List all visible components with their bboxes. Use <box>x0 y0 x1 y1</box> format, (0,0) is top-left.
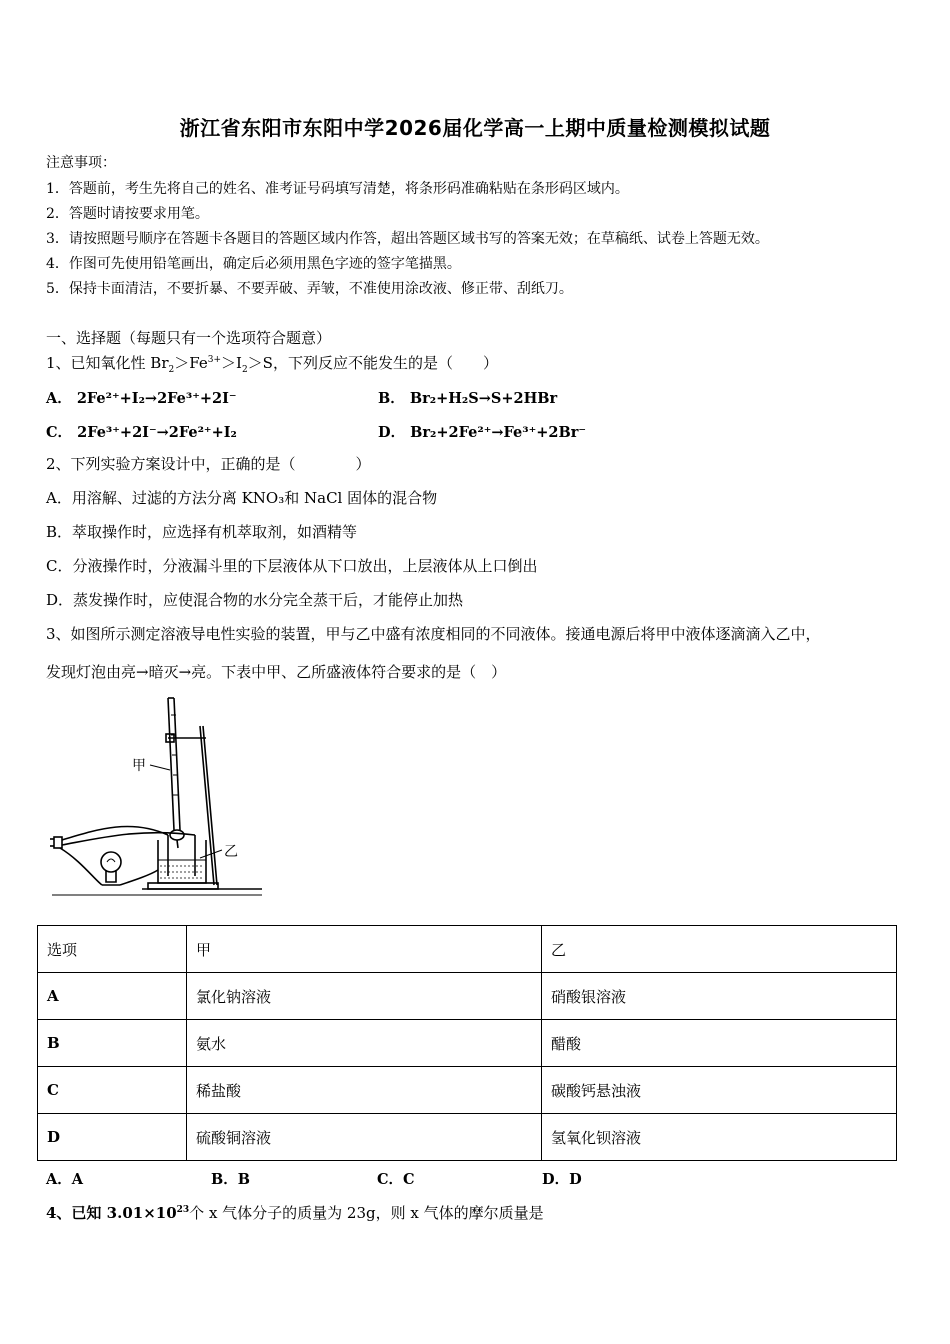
question-4-stem: 4、已知 $3.01\times 10^{23}$个 x 气体分子的质量为 23g，则 x 气体的摩尔质量是 <box>46 1204 544 1222</box>
table-cell: 氨水 <box>187 1020 542 1067</box>
table-header-cell: 选项 <box>38 926 187 973</box>
note-item: 1．答题前，考生先将自己的姓名、准考证号码填写清楚，将条形码准确粘贴在条形码区域内。 <box>46 181 629 197</box>
table-cell: 稀盐酸 <box>187 1067 542 1114</box>
table-cell: 氯化钠溶液 <box>187 973 542 1020</box>
q1-option-a: A． 2Fe²⁺+I₂→2Fe³⁺+2I⁻ <box>46 390 237 407</box>
note-item: 3．请按照题号顺序在答题卡各题目的答题区域内作答，超出答题区域书写的答案无效；在草稿纸、试卷上答题无效。 <box>46 231 769 247</box>
figure-label-jia: 甲 <box>132 758 146 774</box>
q2-option-c: C．分液操作时，分液漏斗里的下层液体从下口放出，上层液体从上口倒出 <box>46 557 538 575</box>
options-table <box>37 925 897 1161</box>
q1-option-d: D． Br₂+2Fe²⁺→Fe³⁺+2Br⁻ <box>378 424 587 441</box>
q1-option-b: B． Br₂+H₂S→S+2HBr <box>378 390 558 407</box>
note-item: 4．作图可先使用铅笔画出，确定后必须用黑色字迹的签字笔描黑。 <box>46 256 461 272</box>
question-1-stem: 1、已知氧化性 $Br_2>Fe^{3+}>I_2>S$，下列反应不能发生的是（ ） <box>46 354 498 375</box>
q3-answer-d: D．D <box>542 1171 582 1188</box>
table-cell: 硝酸银溶液 <box>542 973 897 1020</box>
table-cell: 碳酸钙悬浊液 <box>542 1067 897 1114</box>
conductivity-apparatus-drawing <box>50 690 270 905</box>
table-cell: A <box>38 973 187 1020</box>
table-row <box>38 973 897 1020</box>
table-header-cell: 甲 <box>187 926 542 973</box>
q3-answer-c: C．C <box>377 1171 415 1188</box>
table-header-row <box>38 926 897 973</box>
question-3-stem-line2: 发现灯泡由亮→暗灭→亮。下表中甲、乙所盛液体符合要求的是（ ） <box>46 663 507 681</box>
table-row <box>38 1067 897 1114</box>
page-title: 浙江省东阳市东阳中学2026届化学高一上期中质量检测模拟试题 <box>179 116 771 140</box>
q2-option-b: B．萃取操作时，应选择有机萃取剂，如酒精等 <box>46 523 358 541</box>
question-2-stem: 2、下列实验方案设计中，正确的是（ ） <box>46 455 371 473</box>
q3-answer-b: B．B <box>211 1171 251 1188</box>
table-cell: C <box>38 1067 187 1114</box>
q1-option-c: C． 2Fe³⁺+2I⁻→2Fe²⁺+I₂ <box>46 424 237 441</box>
table-cell: 氢氧化钡溶液 <box>542 1114 897 1161</box>
table-cell: 硫酸铜溶液 <box>187 1114 542 1161</box>
table-cell: B <box>38 1020 187 1067</box>
notes-heading: 注意事项： <box>46 155 116 171</box>
q3-answer-a: A．A <box>46 1171 84 1188</box>
note-item: 5．保持卡面清洁，不要折暴、不要弄破、弄皱，不准使用涂改液、修正带、刮纸刀。 <box>46 281 573 297</box>
table-header-cell: 乙 <box>542 926 897 973</box>
table-cell: 醋酸 <box>542 1020 897 1067</box>
q2-option-a: A．用溶解、过滤的方法分离 KNO₃和 NaCl 固体的混合物 <box>46 489 438 507</box>
note-item: 2．答题时请按要求用笔。 <box>46 206 209 222</box>
section-heading: 一、选择题（每题只有一个选项符合题意） <box>46 329 332 347</box>
q2-option-d: D．蒸发操作时，应使混合物的水分完全蒸干后，才能停止加热 <box>46 591 464 609</box>
table-cell: D <box>38 1114 187 1161</box>
apparatus-figure <box>50 690 270 905</box>
table-row <box>38 1020 897 1067</box>
table-row <box>38 1114 897 1161</box>
figure-label-yi: 乙 <box>224 844 238 860</box>
question-3-stem: 3、如图所示测定溶液导电性实验的装置，甲与乙中盛有浓度相同的不同液体。接通电源后将甲中液体逐滴滴入乙中， <box>46 625 821 643</box>
